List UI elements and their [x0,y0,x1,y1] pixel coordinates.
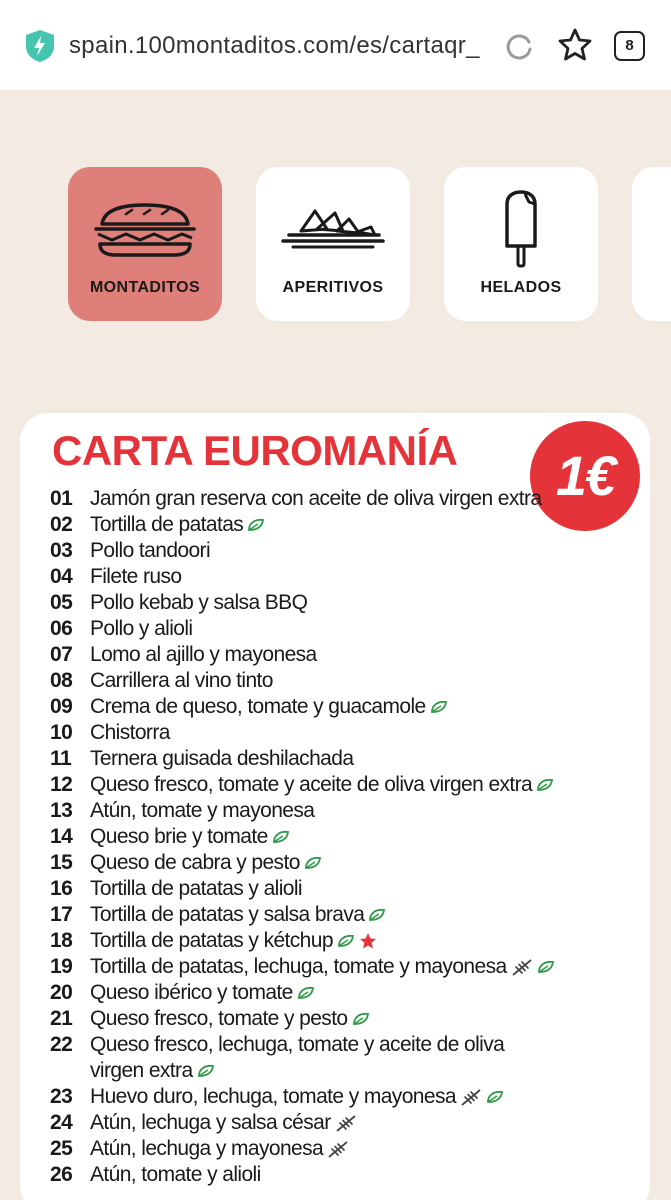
leaf-icon [247,518,265,532]
item-name [90,1162,510,1188]
item-number: 04 [50,565,73,588]
item-name-text: Atún, lechuga y mayonesa [90,1137,324,1160]
list-item [50,850,650,876]
item-name [90,1110,510,1136]
item-name [90,1006,510,1032]
category-label: MONTADITOS [89,279,201,296]
list-item [50,746,650,772]
list-item [50,694,650,720]
shield-icon[interactable] [24,29,56,63]
list-item [50,824,650,850]
item-number: 16 [50,877,73,900]
list-item [50,512,650,538]
item-number: 11 [50,747,72,770]
item-number: 26 [50,1163,73,1186]
item-name [90,902,510,928]
item-name-text: Tortilla de patatas, lechuga, tomate y mayonesa [90,955,507,978]
item-name-text: Pollo tandoori [90,539,211,562]
leaf-icon [352,1012,370,1026]
browser-url-bar [0,0,671,90]
item-number: 22 [50,1033,73,1056]
item-name [90,1084,645,1110]
item-number: 12 [50,773,73,796]
item-name [90,876,510,902]
list-item [50,954,650,980]
wheat-icon [335,1114,357,1132]
item-name-text: Queso de cabra y pesto [90,851,300,874]
item-name-text: Atún, tomate y alioli [90,1163,261,1186]
item-number: 01 [50,487,73,510]
list-item [50,1084,650,1110]
item-name [90,564,510,590]
list-item [50,1006,650,1032]
leaf-icon [337,934,355,948]
item-name-text: Crema de queso, tomate y guacamole [90,695,426,718]
list-item [50,876,650,902]
item-name [90,486,645,512]
list-item [50,642,650,668]
item-name [90,928,510,954]
item-number: 08 [50,669,73,692]
list-item [50,1032,650,1084]
item-number: 18 [50,929,73,952]
item-number: 15 [50,851,73,874]
item-number: 19 [50,955,73,978]
item-name [90,850,510,876]
item-name [90,590,510,616]
list-item [50,538,650,564]
item-name-text: Atún, tomate y mayonesa [90,799,315,822]
leaf-icon [536,778,554,792]
item-name [90,980,510,1006]
item-name [90,954,645,980]
list-item [50,564,650,590]
category-tile-helados[interactable] [444,167,598,321]
item-name-text: Lomo al ajillo y mayonesa [90,643,317,666]
bookmark-star-icon[interactable] [557,27,593,63]
item-number: 07 [50,643,73,666]
item-number: 20 [50,981,73,1004]
item-name [90,1136,510,1162]
leaf-icon [272,830,290,844]
item-name-text: Tortilla de patatas y kétchup [90,929,333,952]
item-name [90,720,510,746]
item-name [90,1032,510,1084]
item-name-text: Queso ibérico y tomate [90,981,293,1004]
item-name-text: Carrillera al vino tinto [90,669,273,692]
item-name-text: Queso fresco, tomate y aceite de oliva virgen extra [90,773,533,796]
item-name-text: Filete ruso [90,565,182,588]
item-name [90,668,510,694]
item-number: 13 [50,799,73,822]
item-name-text: Tortilla de patatas y salsa brava [90,903,365,926]
category-tile-aperitivos[interactable] [256,167,410,321]
item-name-text: Tortilla de patatas y alioli [90,877,302,900]
leaf-icon [304,856,322,870]
star-icon [359,932,377,950]
category-tile-next[interactable] [632,167,671,321]
list-item [50,928,650,954]
item-name [90,824,510,850]
item-name-text: Ternera guisada deshilachada [90,747,354,770]
category-label: APERITIVOS [282,279,384,296]
list-item [50,616,650,642]
item-name [90,798,510,824]
item-name-text: Chistorra [90,721,170,744]
nachos-icon [279,205,387,255]
price-text: 1€ [555,444,615,507]
item-number: 17 [50,903,73,926]
item-number: 21 [50,1007,73,1030]
item-name-text: Queso fresco, lechuga, tomate y aceite de oliva virgen extra [90,1033,505,1082]
list-item [50,486,650,512]
item-name [90,642,510,668]
popsicle-icon [499,190,543,270]
url-text[interactable]: spain.100montaditos.com/es/cartaqr_ [69,32,480,59]
item-number: 23 [50,1085,73,1108]
item-name-text: Queso fresco, tomate y pesto [90,1007,348,1030]
item-number: 14 [50,825,73,848]
reload-icon[interactable] [503,30,535,62]
item-name-text: Huevo duro, lechuga, tomate y mayonesa [90,1085,456,1108]
item-number: 06 [50,617,73,640]
list-item [50,1136,650,1162]
menu-list [50,486,650,1188]
item-name-text: Pollo y alioli [90,617,193,640]
item-name-text: Pollo kebab y salsa BBQ [90,591,308,614]
item-name [90,538,510,564]
list-item [50,668,650,694]
list-item [50,772,650,798]
tab-count-button[interactable]: 8 [614,31,645,61]
item-number: 24 [50,1111,73,1134]
list-item [50,590,650,616]
category-tile-montaditos[interactable] [68,167,222,321]
category-strip [0,90,671,410]
item-name [90,746,510,772]
item-name-text: Jamón gran reserva con aceite de oliva virgen extra [90,487,542,510]
leaf-icon [430,700,448,714]
wheat-icon [460,1088,482,1106]
item-name-text: Atún, lechuga y salsa césar [90,1111,331,1134]
leaf-icon [197,1064,215,1078]
leaf-icon [537,960,555,974]
list-item [50,902,650,928]
item-name-text: Tortilla de patatas [90,513,244,536]
list-item [50,798,650,824]
leaf-icon [486,1090,504,1104]
item-number: 03 [50,539,73,562]
menu-card [20,413,650,1200]
list-item [50,720,650,746]
list-item [50,980,650,1006]
item-name [90,772,645,798]
item-name [90,694,645,720]
item-name-text: Queso brie y tomate [90,825,268,848]
list-item [50,1110,650,1136]
wheat-icon [327,1140,349,1158]
category-label: HELADOS [480,279,562,296]
menu-title: CARTA EUROMANÍA [52,427,458,474]
list-item [50,1162,650,1188]
item-name [90,616,510,642]
item-number: 10 [50,721,73,744]
item-number: 02 [50,513,73,536]
item-name [90,512,510,538]
leaf-icon [368,908,386,922]
item-number: 25 [50,1137,73,1160]
wheat-icon [511,958,533,976]
sandwich-icon [92,202,198,258]
leaf-icon [297,986,315,1000]
item-number: 05 [50,591,73,614]
item-number: 09 [50,695,73,718]
